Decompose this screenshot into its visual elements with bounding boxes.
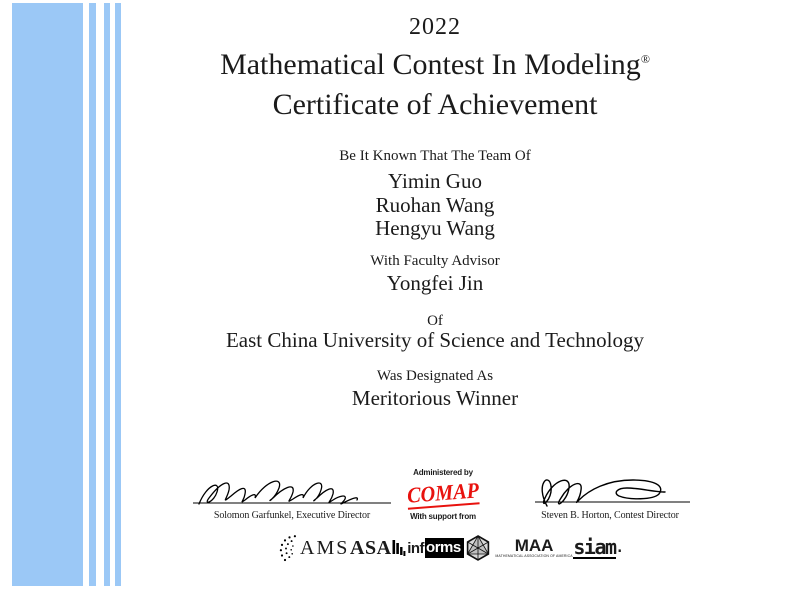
informs-wordmark-boxed: orms — [425, 538, 464, 558]
designation-award: Meritorious Winner — [351, 386, 519, 410]
team-members-list — [71, 170, 799, 241]
team-member-name: Yimin Guo — [388, 169, 482, 193]
informs-logo — [407, 538, 464, 558]
siam-logo — [573, 537, 624, 559]
signature-scribble-icon — [505, 468, 715, 510]
contest-title — [71, 49, 799, 81]
designation-intro-label: Was Designated As — [376, 368, 494, 384]
certificate-subtitle: Certificate of Achievement — [272, 88, 598, 121]
ams-wordmark: AMS — [300, 536, 350, 559]
team-intro-label: Be It Known That The Team Of — [339, 148, 531, 164]
supporting-societies-logos — [276, 532, 624, 564]
contest-director-signature-block — [505, 468, 715, 521]
advisor-name: Yongfei Jin — [386, 271, 484, 295]
contest-title-text: Mathematical Contest In Modeling — [220, 48, 641, 81]
with-support-from-label: With support from — [410, 512, 476, 521]
executive-director-caption: Solomon Garfunkel, Executive Director — [213, 510, 371, 521]
asa-wordmark: ASA — [350, 536, 392, 559]
comap-block — [401, 469, 485, 521]
contest-director-caption: Steven B. Horton, Contest Director — [541, 510, 679, 521]
of-label: Of — [427, 313, 443, 329]
advisor-intro-label: With Faculty Advisor — [370, 253, 500, 269]
team-member-name: Ruohan Wang — [375, 192, 495, 217]
registered-trademark-symbol: ® — [640, 52, 650, 66]
executive-director-signature-block — [187, 472, 397, 521]
maa-wordmark-stack — [495, 537, 572, 559]
signature-scribble-icon — [187, 472, 397, 510]
asa-logo — [350, 537, 407, 560]
maa-caption: MATHEMATICAL ASSOCIATION OF AMERICA — [495, 554, 573, 559]
administered-by-label: Administered by — [413, 468, 473, 477]
maa-logo — [464, 534, 572, 562]
asa-bars-icon — [392, 537, 407, 559]
contest-year: 2022 — [409, 14, 461, 40]
ams-arc-icon — [276, 534, 298, 562]
institution-name: East China University of Science and Technology — [225, 328, 645, 352]
maa-icosahedron-icon — [464, 534, 492, 562]
ams-logo — [276, 534, 349, 562]
siam-dot: . — [615, 540, 624, 556]
siam-wordmark: siam — [573, 535, 616, 559]
maa-wordmark: MAA — [514, 536, 554, 556]
comap-logo: COMAP — [406, 477, 480, 508]
team-member-name: Hengyu Wang — [375, 216, 495, 240]
informs-wordmark-prefix: inf — [407, 539, 425, 557]
